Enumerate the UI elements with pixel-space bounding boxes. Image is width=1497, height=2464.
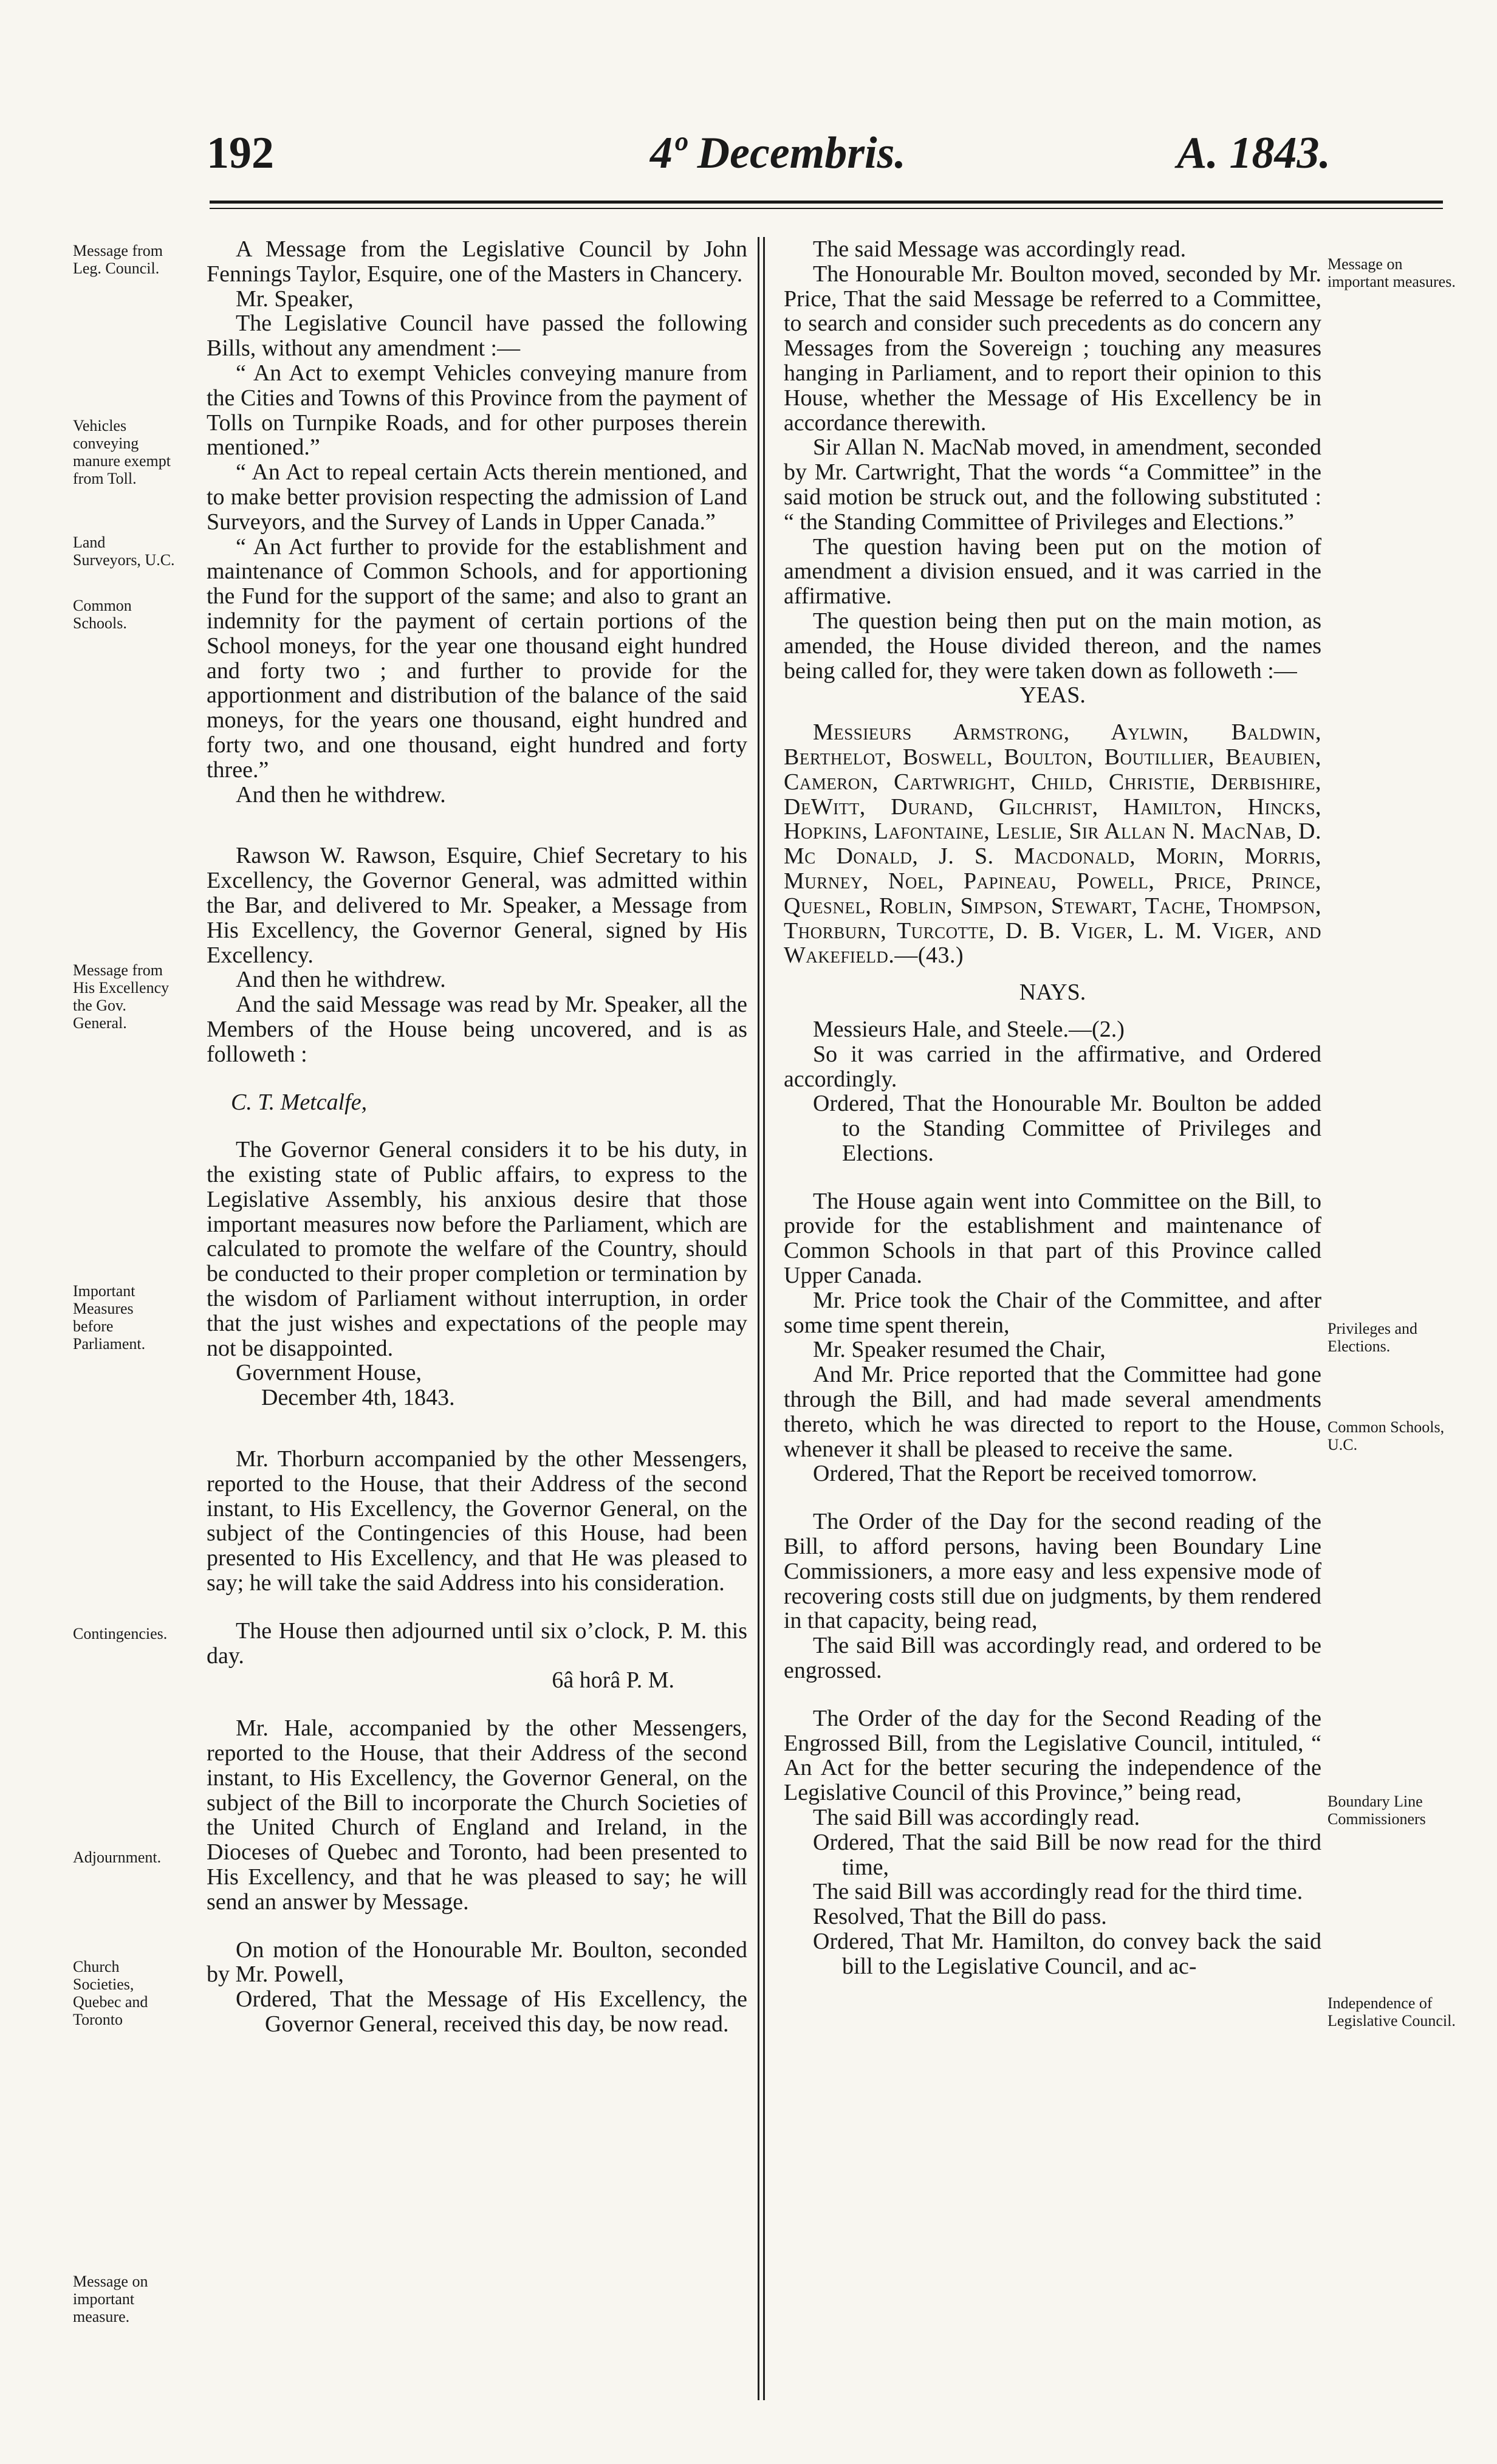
paragraph: Messieurs Armstrong, Aylwin, Baldwin, Berthelot, Boswell, Boulton, Boutillier, Beaubien, Cameron, Cartwright, Child, Christie, Derbishire, DeWitt, Durand, Gilchrist, Hamilton, Hincks, Hopkins, Lafontaine, Leslie, Sir Allan N. MacNab, D. Mc Donald, J. S. Macdonald, Morin, Morris, Murney, Noel, Papineau, Powell, Price, Prince, Quesnel, Roblin, Simpson, Stewart, Tache, Thompson, Thorburn, Turcotte, D. B. Viger, L. M. Viger, and Wakefield.—(43.) — [784, 719, 1321, 969]
paragraph: Ordered, That the said Bill be now read for the third time, — [813, 1829, 1321, 1880]
paragraph: Sir Allan N. MacNab moved, in amendment, seconded by Mr. Cartwright, That the words “a Committee” in the said motion be struck out, and the following substituted : “ the Standing Committee of Privileges and Elections.” — [784, 434, 1321, 535]
header-rule — [210, 201, 1443, 204]
header-rule-thin — [210, 208, 1443, 209]
margin-note: Independence of Legislative Council. — [1327, 1994, 1456, 2030]
page-number: 192 — [207, 128, 274, 178]
left-column — [207, 237, 747, 2037]
paragraph: The House again went into Committee on the Bill, to provide for the establishment and maintenance of Common Schools in that part of this Province called Upper Canada. — [784, 1188, 1321, 1289]
time-heading: 6â horâ P. M. — [552, 1667, 674, 1694]
paragraph: The Order of the day for the Second Reading of the Engrossed Bill, from the Legislative Council, intituled, “ An Act for the better securing the independence of the Legislative Council of this Province,” being read, — [784, 1705, 1321, 1806]
paragraph: The House then adjourned until six o’clock, P. M. this day. — [207, 1618, 747, 1669]
paragraph: Mr. Thorburn accompanied by the other Messengers, reported to the House, that their Address of the second instant, to His Excellency, the Governor General, on the subject of the Contingencies of this House, had been presented to His Excellency, and that He was pleased to say; he will take the said Address into his consideration. — [207, 1446, 747, 1596]
paragraph: December 4th, 1843. — [261, 1385, 455, 1411]
paragraph: “ An Act to exempt Vehicles conveying manure from the Cities and Towns of this Province from the payment of Tolls on Turnpike Roads, and for other purposes therein mentioned.” — [207, 360, 747, 461]
paragraph: The Governor General considers it to be his duty, in the existing state of Public affairs, to express to the Legislative Assembly, his anxious desire that those important measures now before the Parliament, which are calculated to promote the welfare of the Country, should be conducted to their proper completion or termination by the wisdom of Parliament without interruption, in order that the just wishes and expectations of the people may not be disappointed. — [207, 1137, 747, 1361]
paragraph: The Legislative Council have passed the following Bills, without any amendment :— — [207, 311, 747, 362]
signature: C. T. Metcalfe, — [231, 1089, 368, 1115]
margin-note: Contingencies. — [73, 1625, 168, 1642]
paragraph: The said Bill was accordingly read, and ordered to be engrossed. — [784, 1633, 1321, 1684]
paragraph: Rawson W. Rawson, Esquire, Chief Secretary to his Excellency, the Governor General, was admitted within the Bar, and delivered to Mr. Speaker, a Message from His Excellency, the Governor General, signed by His Excellency. — [207, 843, 747, 968]
paragraph: The Honourable Mr. Boulton moved, seconded by Mr. Price, That the said Message be referred to a Committee, to search and consider such precedents as do concern any Messages from the Sovereign ; touching any measures hanging in Parliament, and to report their opinion to this House, whether the Message of His Excellency be in accordance therewith. — [784, 261, 1321, 436]
margin-note: Important Measures before Parliament. — [73, 1282, 146, 1353]
paragraph: Messieurs Hale, and Steele.—(2.) — [813, 1016, 1125, 1042]
paragraph: Mr. Hale, accompanied by the other Messengers, reported to the House, that their Address of the second instant, to His Excellency, the Governor General, on the subject of the Bill to incorporate the Church Societies of the United Church of England and Ireland, in the Dioceses of Quebec and Toronto, had been presented to His Excellency, and that he was pleased to say; he will send an answer by Message. — [207, 1715, 747, 1915]
margin-note: Land Surveyors, U.C. — [73, 534, 175, 569]
margin-note: Privileges and Elections. — [1327, 1320, 1418, 1355]
page-year: A. 1843. — [1177, 128, 1331, 178]
paragraph: And then he withdrew. — [236, 967, 446, 993]
paragraph: Ordered, That the Report be received tomorrow. — [813, 1461, 1258, 1487]
margin-note: Vehicles conveying manure exempt from Toll. — [73, 417, 171, 487]
paragraph: The said Message was accordingly read. — [813, 236, 1187, 262]
margin-note: Common Schools, U.C. — [1327, 1418, 1445, 1453]
paragraph: Ordered, That the Honourable Mr. Boulton be added to the Standing Committee of Privileges and Elections. — [813, 1091, 1321, 1166]
paragraph: “ An Act to repeal certain Acts therein mentioned, and to make better provision respecting the admission of Land Surveyors, and the Survey of Lands in Upper Canada.” — [207, 459, 747, 535]
paragraph: A Message from the Legislative Council by John Fennings Taylor, Esquire, one of the Masters in Chancery. — [207, 236, 747, 287]
paragraph: Mr. Speaker, — [236, 286, 354, 312]
paragraph: Resolved, That the Bill do pass. — [813, 1904, 1107, 1930]
column-divider — [758, 237, 759, 2400]
section-heading: YEAS. — [1019, 682, 1086, 709]
margin-note: Boundary Line Commissioners — [1327, 1793, 1426, 1828]
paragraph: The question being then put on the main motion, as amended, the House divided thereon, and the names being called for, they were taken down as followeth :— — [784, 608, 1321, 684]
paragraph: Ordered, That the Message of His Excellency, the Governor General, received this day, be now read. — [236, 1986, 747, 2037]
margin-note: Common Schools. — [73, 597, 132, 632]
paragraph: Ordered, That Mr. Hamilton, do convey back the said bill to the Legislative Council, and ac- — [813, 1929, 1321, 1979]
margin-note: Adjournment. — [73, 1848, 162, 1866]
margin-note: Message from His Excellency the Gov. General. — [73, 961, 170, 1032]
page-date: 4º Decembris. — [650, 128, 906, 178]
right-column — [784, 237, 1321, 1979]
paragraph: Government House, — [236, 1360, 422, 1386]
paragraph: Mr. Speaker resumed the Chair, — [813, 1337, 1106, 1363]
page-header — [207, 122, 1331, 188]
paragraph: On motion of the Honourable Mr. Boulton, seconded by Mr. Powell, — [207, 1937, 747, 1988]
paragraph: And Mr. Price reported that the Committee had gone through the Bill, and had made several amendments thereto, which he was directed to report to the House, whenever it shall be pleased to receive the same. — [784, 1362, 1321, 1462]
paragraph: “ An Act further to provide for the establishment and maintenance of Common Schools, and for apportioning the Fund for the support of the same; and also to grant an indemnity for the payment of certain portions of the School moneys, for the year one thousand eight hundred and forty two ; and further to provide for the apportionment and distribution of the balance of the said moneys, for the years one thousand, eight hundred and forty two, and one thousand, eight hundred and forty three.” — [207, 534, 747, 783]
section-heading: NAYS. — [1019, 980, 1086, 1006]
margin-note: Message on important measure. — [73, 2273, 148, 2325]
paragraph: And the said Message was read by Mr. Speaker, all the Members of the House being uncovered, and is as followeth : — [207, 992, 747, 1067]
paragraph: Mr. Price took the Chair of the Committee, and after some time spent therein, — [784, 1287, 1321, 1338]
margin-note: Message from Leg. Council. — [73, 242, 163, 277]
paragraph: The said Bill was accordingly read for the third time. — [813, 1879, 1303, 1905]
column-divider-inner — [763, 237, 765, 2400]
paragraph: The Order of the Day for the second reading of the Bill, to afford persons, having been Boundary Line Commissioners, a more easy and less expensive mode of recovering costs still due on judgments, by them rendered in that capacity, being read, — [784, 1509, 1321, 1634]
paragraph: The said Bill was accordingly read. — [813, 1805, 1140, 1831]
margin-note: Message on important measures. — [1327, 255, 1456, 290]
paragraph: The question having been put on the motion of amendment a division ensued, and it was carried in the affirmative. — [784, 534, 1321, 609]
paragraph: And then he withdrew. — [236, 781, 446, 808]
paragraph: So it was carried in the affirmative, and Ordered accordingly. — [784, 1041, 1321, 1092]
margin-note: Church Societies, Quebec and Toronto — [73, 1958, 148, 2028]
